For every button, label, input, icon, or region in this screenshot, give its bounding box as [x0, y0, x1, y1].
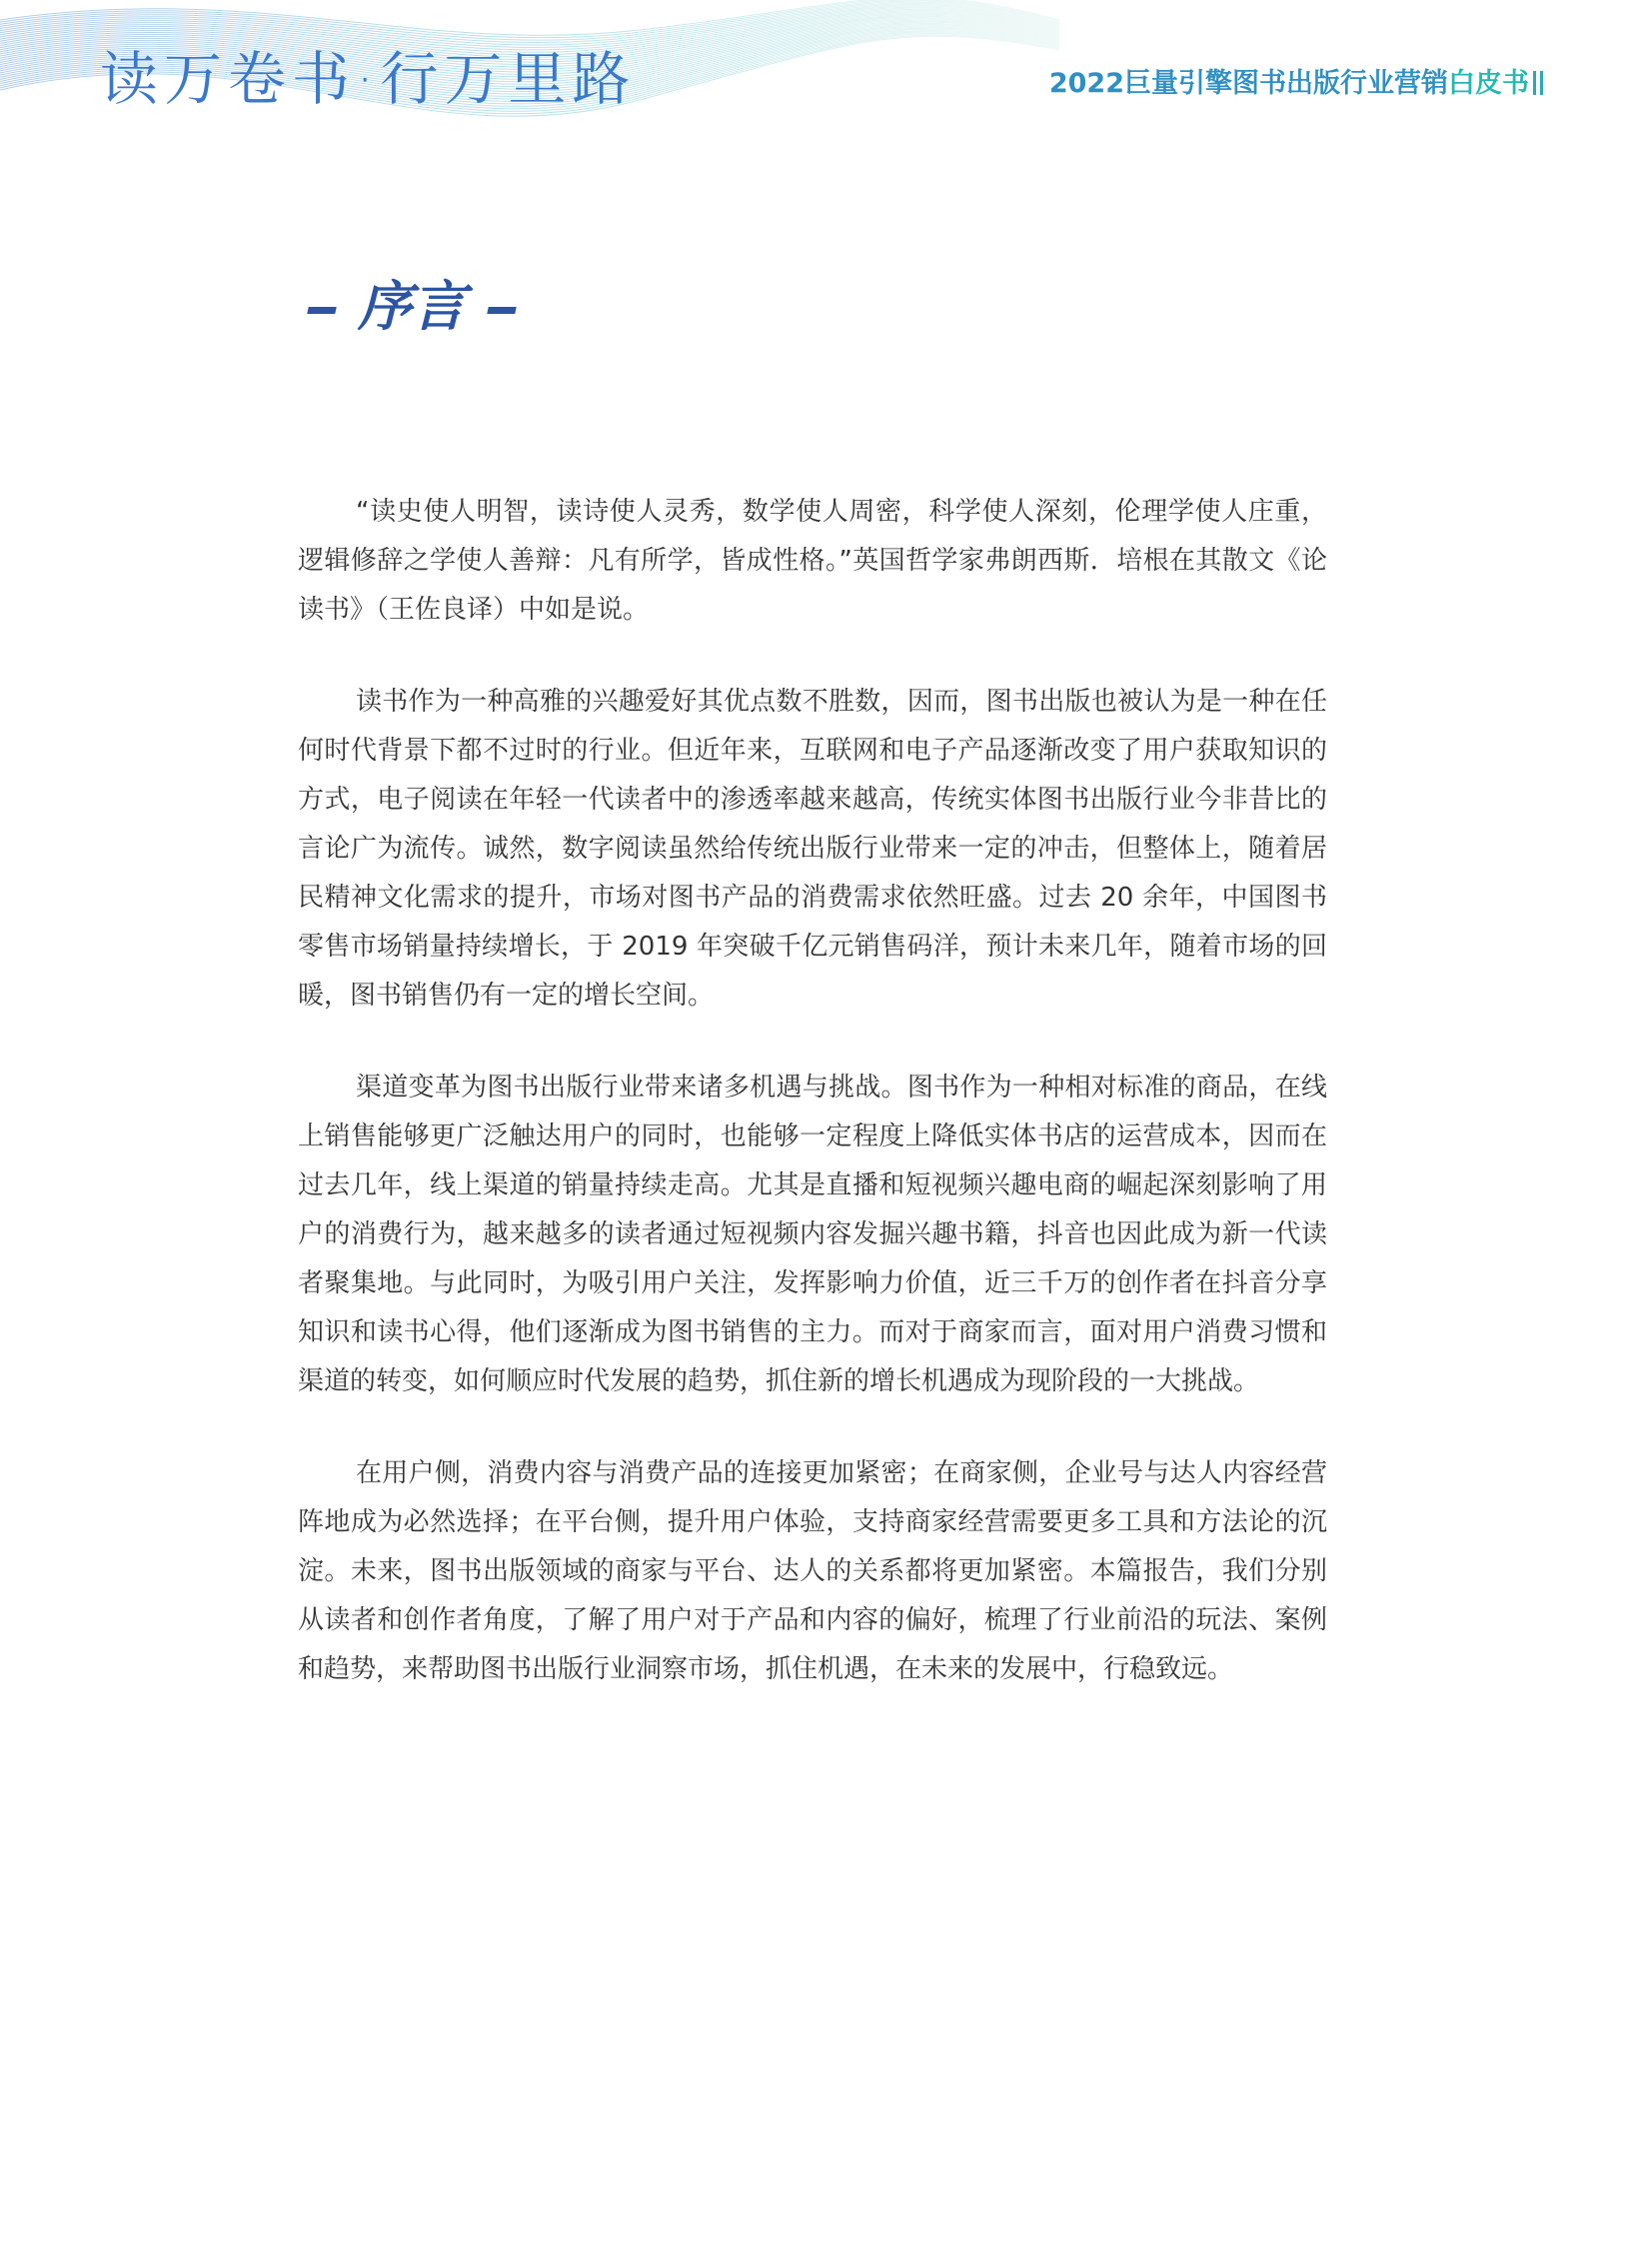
report-title — [1049, 64, 1536, 104]
heading-dash-left — [307, 307, 336, 314]
paragraph: 在用户侧，消费内容与消费产品的连接更加紧密；在商家侧，企业号与达人内容经营阵地成为必然选择；在平台侧，提升用户体验，支持商家经营需要更多工具和方法论的沉淀。未来，图书出版领域的商家与平台、达人的关系都将更加紧密。本篇报告，我们分别从读者和创作者角度，了解了用户对于产品和内容的偏好，梳理了行业前沿的玩法、案例和趋势，来帮助图书出版行业洞察市场，抓住机遇，在未来的发展中，行稳致远。 — [298, 1458, 1327, 1684]
section-heading — [308, 272, 516, 342]
page-header — [0, 0, 1652, 160]
brand-slogan: 读万卷书·行万里路 — [100, 45, 637, 113]
paragraph: “读史使人明智，读诗使人灵秀，数学使人周密，科学使人深刻，伦理学使人庄重，逻辑修辞之学使人善辩：凡有所学，皆成性格。”英国哲学家弗朗西斯．培根在其散文《论读书》（王佐良译）中如是说。 — [298, 497, 1327, 625]
paragraph: 读书作为一种高雅的兴趣爱好其优点数不胜数，因而，图书出版也被认为是一种在任何时代背景下都不过时的行业。但近年来，互联网和电子产品逐渐改变了用户获取知识的方式，电子阅读在年轻一代读者中的渗透率越来越高，传统实体图书出版行业今非昔比的言论广为流传。诚然，数字阅读虽然给传统出版行业带来一定的冲击，但整体上，随着居民精神文化需求的提升，市场对图书产品的消费需求依然旺盛。过去 20 余年，中国图书零售市场销量持续增长，于 2019 年突破千亿元销售码洋，预计未来几年，随着市场的回暖，图书销售仍有一定的增长空间。 — [298, 687, 1327, 1011]
heading-dash-right — [487, 307, 516, 314]
title-bar-icon — [1533, 71, 1536, 95]
report-title-accent: 白皮书 — [1448, 68, 1529, 99]
section-heading-text: 序言 — [358, 275, 466, 338]
report-title-main: 2022巨量引擎图书出版行业营销 — [1048, 68, 1448, 99]
paragraph: 渠道变革为图书出版行业带来诸多机遇与挑战。图书作为一种相对标准的商品，在线上销售能够更广泛触达用户的同时，也能够一定程度上降低实体书店的运营成本，因而在过去几年，线上渠道的销量持续走高。尤其是直播和短视频兴趣电商的崛起深刻影响了用户的消费行为，越来越多的读者通过短视频内容发掘兴趣书籍，抖音也因此成为新一代读者聚集地。与此同时，为吸引用户关注，发挥影响力价值，近三千万的创作者在抖音分享知识和读书心得，他们逐渐成为图书销售的主力。而对于商家而言，面对用户消费习惯和渠道的转变，如何顺应时代发展的趋势，抓住新的增长机遇成为现阶段的一大挑战。 — [298, 1073, 1327, 1396]
preface-body — [298, 488, 1327, 1737]
